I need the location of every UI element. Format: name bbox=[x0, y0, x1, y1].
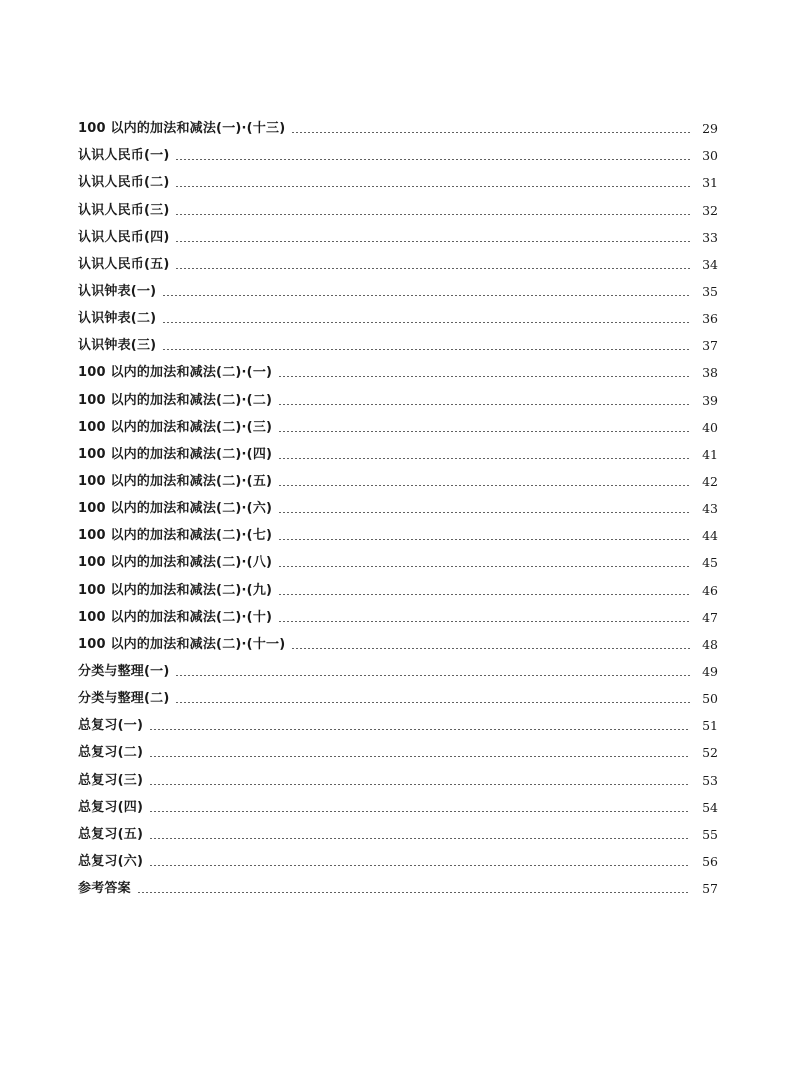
toc-entry-title: 认识钟表(三) bbox=[78, 338, 157, 354]
dot-leader bbox=[162, 322, 690, 323]
toc-entry[interactable] bbox=[78, 870, 718, 897]
toc-entry-title: 100 以内的加法和减法(二)·(八) bbox=[78, 555, 273, 571]
table-of-contents bbox=[78, 110, 718, 897]
toc-entry[interactable] bbox=[78, 381, 718, 408]
toc-entry-page-number: 55 bbox=[702, 826, 718, 842]
dot-leader bbox=[175, 241, 690, 242]
dot-leader bbox=[149, 756, 690, 757]
toc-entry[interactable] bbox=[78, 653, 718, 680]
dot-leader bbox=[278, 621, 690, 622]
toc-entry-page-number: 29 bbox=[702, 121, 718, 137]
dot-leader bbox=[278, 404, 690, 405]
toc-entry-title: 总复习(五) bbox=[78, 826, 144, 842]
toc-entry-page-number: 49 bbox=[702, 663, 718, 679]
toc-entry[interactable] bbox=[78, 164, 718, 191]
dot-leader bbox=[278, 594, 690, 595]
toc-entry-page-number: 36 bbox=[702, 311, 718, 327]
dot-leader bbox=[175, 702, 690, 703]
toc-entry-title: 100 以内的加法和减法(二)·(二) bbox=[78, 392, 273, 408]
toc-entry-title: 总复习(二) bbox=[78, 745, 144, 761]
toc-entry[interactable] bbox=[78, 354, 718, 381]
toc-entry-title: 100 以内的加法和减法(一)·(十三) bbox=[78, 121, 286, 137]
toc-entry-page-number: 46 bbox=[702, 582, 718, 598]
toc-entry-page-number: 41 bbox=[702, 446, 718, 462]
dot-leader bbox=[291, 132, 690, 133]
toc-entry-title: 总复习(三) bbox=[78, 772, 144, 788]
dot-leader bbox=[278, 431, 690, 432]
dot-leader bbox=[149, 784, 690, 785]
toc-entry[interactable] bbox=[78, 219, 718, 246]
dot-leader bbox=[291, 648, 690, 649]
toc-entry[interactable] bbox=[78, 626, 718, 653]
toc-entry-title: 100 以内的加法和减法(二)·(三) bbox=[78, 419, 273, 435]
toc-entry[interactable] bbox=[78, 300, 718, 327]
toc-entry-title: 100 以内的加法和减法(二)·(四) bbox=[78, 446, 273, 462]
toc-entry-page-number: 43 bbox=[702, 501, 718, 517]
toc-entry-title: 100 以内的加法和减法(二)·(六) bbox=[78, 501, 273, 517]
toc-entry[interactable] bbox=[78, 680, 718, 707]
toc-entry-title: 认识人民币(五) bbox=[78, 256, 170, 272]
toc-entry-page-number: 35 bbox=[702, 283, 718, 299]
dot-leader bbox=[175, 159, 690, 160]
dot-leader bbox=[149, 838, 690, 839]
toc-entry-page-number: 32 bbox=[702, 202, 718, 218]
dot-leader bbox=[175, 214, 690, 215]
toc-entry-page-number: 54 bbox=[702, 799, 718, 815]
toc-entry-title: 100 以内的加法和减法(二)·(七) bbox=[78, 528, 273, 544]
toc-entry-title: 分类与整理(二) bbox=[78, 691, 170, 707]
dot-leader bbox=[149, 811, 690, 812]
toc-entry-page-number: 51 bbox=[702, 718, 718, 734]
toc-entry-title: 认识人民币(一) bbox=[78, 148, 170, 164]
dot-leader bbox=[278, 458, 690, 459]
toc-entry-title: 100 以内的加法和减法(二)·(十) bbox=[78, 609, 273, 625]
dot-leader bbox=[162, 295, 690, 296]
dot-leader bbox=[162, 349, 690, 350]
toc-entry-title: 总复习(四) bbox=[78, 799, 144, 815]
toc-entry-page-number: 38 bbox=[702, 365, 718, 381]
dot-leader bbox=[278, 566, 690, 567]
toc-entry-title: 认识人民币(三) bbox=[78, 202, 170, 218]
toc-entry-page-number: 50 bbox=[702, 691, 718, 707]
toc-entry[interactable] bbox=[78, 843, 718, 870]
dot-leader bbox=[278, 376, 690, 377]
toc-entry[interactable] bbox=[78, 544, 718, 571]
toc-entry[interactable] bbox=[78, 789, 718, 816]
toc-entry-page-number: 40 bbox=[702, 419, 718, 435]
toc-entry-title: 总复习(一) bbox=[78, 718, 144, 734]
toc-entry-page-number: 37 bbox=[702, 338, 718, 354]
dot-leader bbox=[278, 485, 690, 486]
toc-entry-page-number: 53 bbox=[702, 772, 718, 788]
toc-entry-page-number: 39 bbox=[702, 392, 718, 408]
toc-entry[interactable] bbox=[78, 463, 718, 490]
toc-entry[interactable] bbox=[78, 571, 718, 598]
toc-entry-page-number: 45 bbox=[702, 555, 718, 571]
toc-entry-page-number: 30 bbox=[702, 148, 718, 164]
toc-entry-title: 认识钟表(二) bbox=[78, 311, 157, 327]
toc-entry[interactable] bbox=[78, 490, 718, 517]
toc-entry[interactable] bbox=[78, 409, 718, 436]
toc-entry[interactable] bbox=[78, 734, 718, 761]
toc-entry[interactable] bbox=[78, 761, 718, 788]
toc-entry[interactable] bbox=[78, 599, 718, 626]
toc-entry-page-number: 57 bbox=[702, 881, 718, 897]
toc-entry[interactable] bbox=[78, 137, 718, 164]
toc-entry-page-number: 42 bbox=[702, 473, 718, 489]
toc-entry[interactable] bbox=[78, 327, 718, 354]
toc-entry-page-number: 44 bbox=[702, 528, 718, 544]
toc-entry-page-number: 31 bbox=[702, 175, 718, 191]
toc-entry-page-number: 56 bbox=[702, 853, 718, 869]
dot-leader bbox=[278, 512, 690, 513]
dot-leader bbox=[137, 892, 690, 893]
dot-leader bbox=[175, 675, 690, 676]
toc-entry[interactable] bbox=[78, 246, 718, 273]
toc-entry[interactable] bbox=[78, 191, 718, 218]
toc-list bbox=[78, 110, 718, 897]
toc-entry[interactable] bbox=[78, 816, 718, 843]
toc-entry-title: 认识人民币(四) bbox=[78, 229, 170, 245]
toc-entry-title: 100 以内的加法和减法(二)·(十一) bbox=[78, 636, 286, 652]
toc-entry-page-number: 48 bbox=[702, 636, 718, 652]
toc-entry-page-number: 33 bbox=[702, 229, 718, 245]
dot-leader bbox=[149, 729, 690, 730]
toc-entry-page-number: 34 bbox=[702, 256, 718, 272]
toc-entry[interactable] bbox=[78, 517, 718, 544]
toc-entry[interactable] bbox=[78, 436, 718, 463]
dot-leader bbox=[175, 186, 690, 187]
toc-entry[interactable] bbox=[78, 273, 718, 300]
toc-entry[interactable] bbox=[78, 707, 718, 734]
toc-entry-page-number: 52 bbox=[702, 745, 718, 761]
dot-leader bbox=[278, 539, 690, 540]
dot-leader bbox=[149, 865, 690, 866]
dot-leader bbox=[175, 268, 690, 269]
toc-entry-title: 100 以内的加法和减法(二)·(九) bbox=[78, 582, 273, 598]
toc-entry-title: 参考答案 bbox=[78, 881, 131, 897]
toc-entry-title: 认识钟表(一) bbox=[78, 283, 157, 299]
toc-entry-title: 100 以内的加法和减法(二)·(五) bbox=[78, 473, 273, 489]
toc-entry-title: 总复习(六) bbox=[78, 853, 144, 869]
toc-entry[interactable] bbox=[78, 110, 718, 137]
toc-entry-title: 认识人民币(二) bbox=[78, 175, 170, 191]
toc-entry-page-number: 47 bbox=[702, 609, 718, 625]
toc-entry-title: 100 以内的加法和减法(二)·(一) bbox=[78, 365, 273, 381]
toc-entry-title: 分类与整理(一) bbox=[78, 663, 170, 679]
